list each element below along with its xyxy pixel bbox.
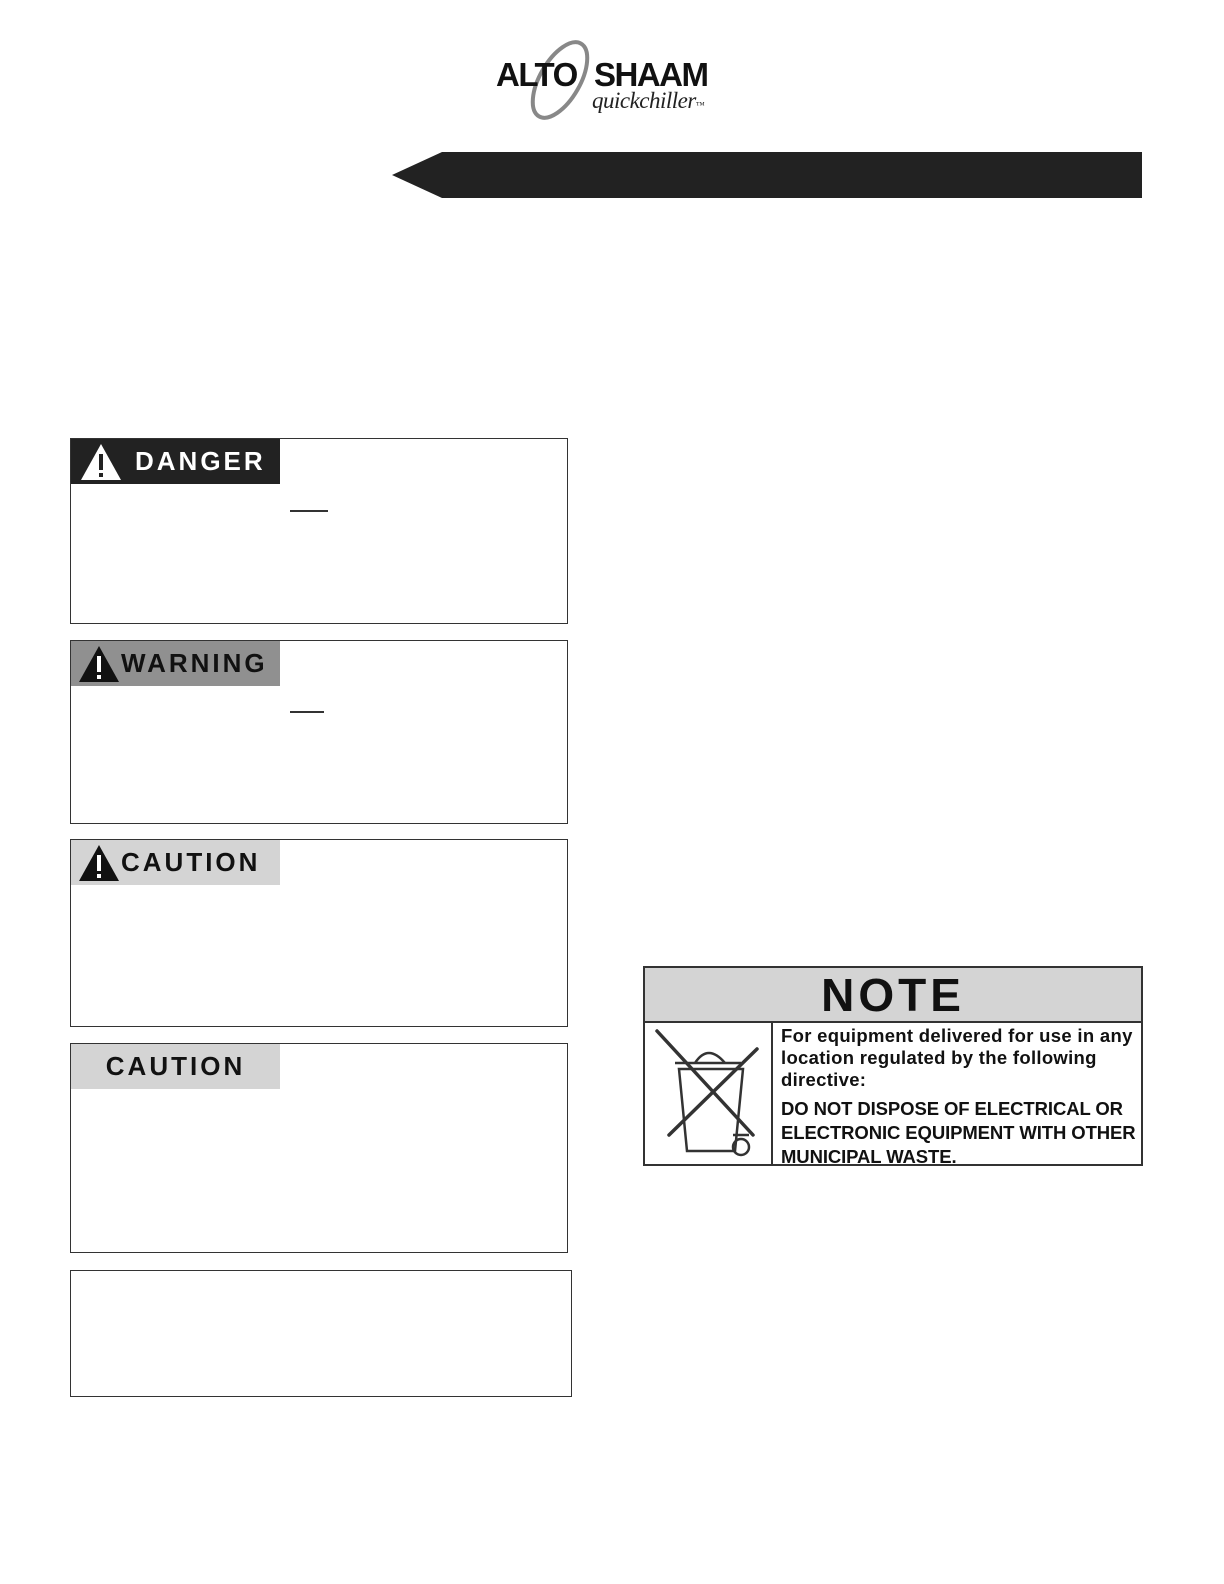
caution-box-with-icon — [70, 839, 568, 1027]
warning-triangle-icon — [77, 644, 121, 684]
logo-product-text: quickchiller — [592, 88, 696, 113]
warning-label — [71, 641, 280, 686]
caution-signal-word: CAUTION — [121, 847, 261, 877]
warning-signal-word: WARNING — [121, 648, 268, 678]
danger-warning-triangle-icon — [79, 442, 123, 482]
blank-notice-box — [70, 1270, 572, 1397]
danger-box — [70, 438, 568, 624]
note-disposal-warning: DO NOT DISPOSE OF ELECTRICAL OR ELECTRONIC EQUIPMENT WITH OTHER MUNICIPAL WASTE. — [781, 1098, 1136, 1167]
warning-underline-rule — [290, 711, 324, 713]
logo-word-alto: ALTO — [496, 56, 577, 93]
warning-box — [70, 640, 568, 824]
logo-trademark: ™ — [695, 100, 705, 110]
crossed-out-wheelie-bin-icon — [645, 1023, 771, 1164]
caution-label-with-icon — [71, 840, 280, 885]
header-arrow-shape — [392, 151, 1142, 199]
note-intro-text: For equipment delivered for use in any location regulated by the following directive: — [781, 1025, 1133, 1090]
note-title: NOTE — [645, 968, 1141, 1023]
logo-word-shaam: SHAAM — [594, 56, 708, 93]
danger-underline-rule — [290, 510, 328, 512]
alto-shaam-logo — [494, 36, 714, 124]
note-text-block — [781, 1025, 1137, 1167]
section-header-bar — [392, 151, 1142, 199]
note-icon-cell — [645, 1023, 773, 1164]
logo-product-name — [592, 88, 712, 116]
caution-triangle-icon — [77, 843, 121, 883]
danger-label — [71, 439, 280, 484]
danger-signal-word: DANGER — [135, 446, 266, 476]
caution-label-no-icon — [71, 1044, 280, 1089]
caution-signal-word-plain: CAUTION — [105, 1051, 246, 1081]
weee-note-box — [643, 966, 1143, 1166]
caution-box-no-icon — [70, 1043, 568, 1253]
